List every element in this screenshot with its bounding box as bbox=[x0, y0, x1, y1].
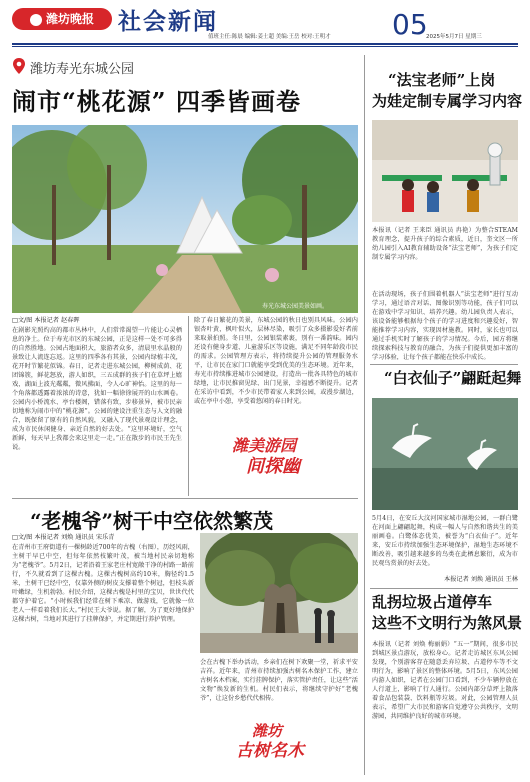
teacher-headline-1: “法宝老师”上岗 bbox=[388, 71, 496, 89]
tree-stamp-line-1: 潍坊 bbox=[252, 722, 283, 740]
lead-headline: 闹市“桃花源” 四季皆画卷 bbox=[12, 87, 301, 116]
staff-line: 值班主任:陈晨 编辑:姜士超 美编:王岳 校对:王明才 bbox=[208, 34, 331, 40]
date-line: 2025年5月7日 星期三 bbox=[426, 34, 482, 40]
travel-stamp-line-1: 潍美游园 bbox=[232, 436, 297, 455]
classroom-illustration bbox=[372, 120, 518, 222]
park-photo bbox=[12, 125, 358, 313]
logo-text: 潍坊晚报 bbox=[45, 12, 94, 26]
tree-byline: □文/图 本报记者 刘焕 通讯员 宋乐青 bbox=[12, 534, 115, 541]
parking-body: 本报讯（记者 刘焕 梅丽娟）“五一”期间，很多市民到城区景点游玩，放松身心。记者走访城区东风公园发现，个别游客存在随意丢弃垃圾、占道停车等不文明行为，影响了景区的整体环境。5月5日，东风公园内游人如织，记者在公园门口看到，不少车辆停放在人行道上，影响了行人通行。公园内部分草坪上散落着食品包装袋、饮料瓶等垃圾。对此，公园管理人员表示，希望广大市民和游客自觉遵守公共秩序，文明游园，共同维护良好的城市环境。 bbox=[372, 641, 518, 720]
lead-kicker: 潍坊寿光东城公园 bbox=[30, 62, 135, 77]
lead-byline: □文/图 本报记者 赵春晖 bbox=[12, 317, 80, 324]
parking-headline-1: 乱拐垃圾占道停车 bbox=[372, 593, 493, 611]
lead-column-2: 除了春日繁花的美景，东城公园的秋日也别具风味。公园内银杏叶黄，枫叶似火，层林尽染，吸引了众多摄影爱好者前来取景拍照。冬日里，公园银装素裹，别有一番韵味。园内还设有健身步道、儿童游乐区等设施，满足不同年龄段市民的需求。公园管理方表示，将持续提升公园的管理服务水平，让市民在家门口就能享受到优美的生态环境。近年来，寿光市持续推进城市公园建设，打造出一批各具特色的城市绿地，让市民推窗见绿、出门见景，幸福感不断提升。记者在采访中看到，不少市民带着家人来到公园，或漫步湖边，或在亭中小憩，享受着悠闲的春日时光。 bbox=[194, 317, 358, 405]
location-pin-icon bbox=[12, 58, 26, 74]
page-number: 05 bbox=[392, 8, 428, 41]
travel-stamp bbox=[232, 436, 352, 486]
masthead-rule bbox=[12, 43, 518, 45]
tree-headline: “老槐爷”树干中空依然繁茂 bbox=[30, 509, 274, 533]
tree-column-2: 会在古槐下举办活动，乡亲们在树下欢聚一堂，祈求平安吉祥。近年来，青州市持续加强古树名木保护工作，建立古树名木档案，实行挂牌保护，落实管护责任，让这些“活文物”焕发新的生机。村民们表示，将继续守护好“老槐爷”，让这份乡愁代代相传。 bbox=[200, 659, 358, 702]
tree-stamp-line-2: 古树名木 bbox=[236, 741, 304, 761]
lead-column-1: 在剧影光照灼高的都市丛林中，人们常常渴望一片能让心灵栖息的净土。位于寿光市区的东城公园，正是这样一处不可多得的自然胜地。公园占地面积大，旅游者众多，清晨里水晶般的景致让人流连忘返。这里的四季各有其景，公园内绿植丰茂，花开时节繁花似锦。春日，记者走进东城公园，柳树成荫、花团锦簇，鲜花怒放，游人如织，三五成群的孩子们在草坪上嬉戏，湖面上波光粼粼，微风拂面，令人心旷神怡。这里的每一个角落都透露着浓浓的诗意，犹如一幅徐徐展开的山水画卷。公园内小桥流水、亭台楼阁，错落有致，步移景异，被市民亲切地称为闹市中的“桃花源”。公园的建设注重生态与人文的融合，既保留了原有的自然风貌，又融入了现代景观设计理念，成为市民休闲健身、亲近自然的好去处。“这里环境好，空气新鲜，每天早上我都会来这里走一走。”正在散步的市民王先生说。 bbox=[12, 327, 182, 451]
classroom-photo bbox=[372, 120, 518, 222]
teacher-lead: 本报讯（记者 王来臣 通讯员 冉艳）为整合STEAM教育理念，提升孩子的综合素质，近日，奎文区一所幼儿园引入AI教育辅助设备“法宝老师”，为孩子们定制专属学习内容。 bbox=[372, 227, 518, 261]
newspaper-logo bbox=[12, 8, 112, 30]
teacher-headline-2: 为娃定制专属学习内容 bbox=[372, 92, 523, 110]
column-divider bbox=[188, 316, 189, 496]
right-column-divider bbox=[364, 55, 365, 775]
travel-stamp-line-2: 间探幽 bbox=[246, 456, 300, 477]
old-tree-illustration bbox=[200, 533, 358, 653]
egret-credit: 本报记者 刘焕 通讯员 王林 bbox=[444, 576, 518, 583]
logo-icon bbox=[30, 14, 42, 26]
story-divider bbox=[12, 498, 358, 499]
teacher-body: 在活动现场，孩子们围着机器人“法宝老师”进行互动学习，通过语音对话、图像识别等功能，孩子们可以在游戏中学习知识、培养兴趣。幼儿园负责人表示，该设备能够根据每个孩子的学习进度和兴趣爱好，智能推荐学习内容，实现因材施教。同时，家长也可以通过手机实时了解孩子的学习情况。今后，园方将继续探索科技与教育的融合，为孩子们提供更加丰富的学习体验，让每个孩子都能在快乐中成长。 bbox=[372, 291, 518, 360]
right-story-divider-1 bbox=[370, 364, 518, 365]
masthead-rule-thin bbox=[12, 46, 518, 47]
old-tree-photo bbox=[200, 533, 358, 653]
egret-photo bbox=[372, 398, 518, 510]
tree-column-1: 在青州市王府街道有一棵树龄近700年的古槐（右图），历经风雨，主树干早已中空，但每年依然枝繁叶茂，被当地村民亲切地称为“老槐爷”。5月2日，记者沿着王家老庄村宽敞干净的村路一路前行，不久就看到了这棵古槐。这棵古槐树高约10米，胸径约1.5米，主树干已经中空，仅靠外侧的树皮支撑着整个树冠，但枝头新叶嫩绿，生机勃勃。村民介绍，这棵古槐是村里的宝贝，世世代代都守护着它。“小时候我们经常在树下乘凉、做游戏，它就像一位老人一样看着我们长大。”村民王大爷说。据了解，为了更好地保护这棵古树，当地对其进行了挂牌保护，并定期进行养护管理。 bbox=[12, 544, 194, 623]
egret-headline: “白衣仙子”翩跹起舞 bbox=[384, 369, 522, 387]
tree-stamp bbox=[236, 722, 356, 776]
egret-body: 5月4日，在安丘大汶河国家城市湿地公园，一群白鹭在河面上翩翩起舞，构成一幅人与自然和谐共生的美丽画卷。白鹭体态优美，被誉为“白衣仙子”。近年来，安丘市持续加强生态环境保护，湿地生态环境不断改善，吸引越来越多的鸟类在此栖息繁衍，成为市民观鸟赏景的好去处。 bbox=[372, 515, 518, 567]
parking-headline-2: 这些不文明行为煞风景 bbox=[372, 614, 523, 632]
egret-illustration bbox=[372, 398, 518, 510]
lead-photo-caption: 寿光东城公园美景如画。 bbox=[262, 303, 329, 310]
right-story-divider-2 bbox=[370, 588, 518, 589]
park-illustration bbox=[12, 125, 358, 313]
section-title: 社会新闻 bbox=[118, 8, 218, 35]
